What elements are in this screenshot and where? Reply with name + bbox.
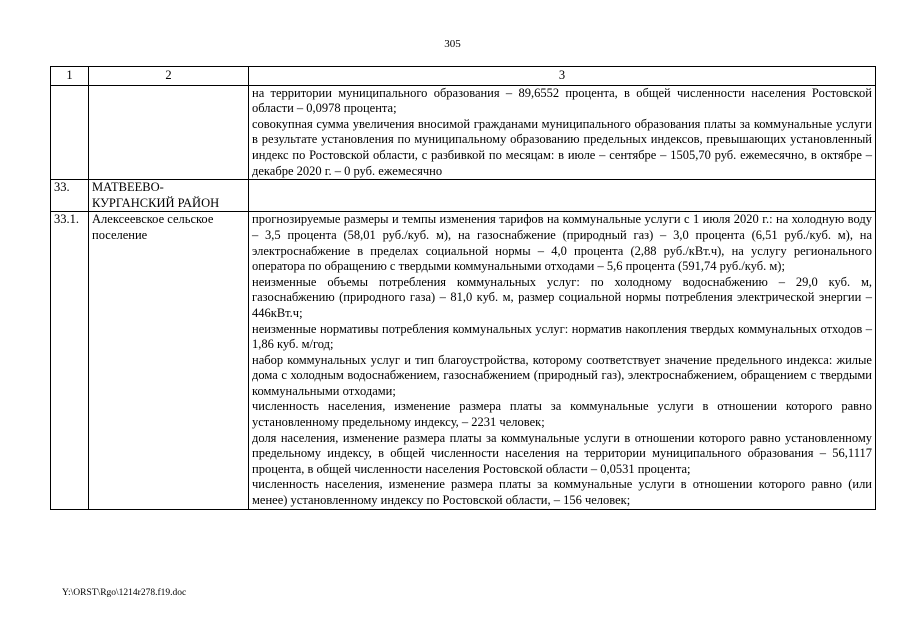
paragraph: неизменные объемы потребления коммунальных услуг: по холодному водоснабжению – 29,0 куб. м, газоснабжению (природного газа) – 81,0 куб. м, размер социальной нормы потребления электрической энергии – 446кВт.ч;	[252, 274, 872, 320]
region-name: МАТВЕЕВО-КУРГАНСКИЙ РАЙОН	[89, 180, 249, 212]
row-text	[249, 212, 876, 509]
header-col-2: 2	[89, 67, 249, 86]
paragraph: доля населения, изменение размера платы за коммунальные услуги в отношении которого равно установленному предельному индексу, в общей численности населения на территории муниципального образования – 56,1117 процента, в общей численности населения Ростовской области – 0,0531 процента;	[252, 430, 872, 476]
paragraph: неизменные нормативы потребления коммунальных услуг: норматив накопления твердых коммунальных отходов – 1,86 куб. м/год;	[252, 321, 872, 352]
table-row-region	[51, 180, 876, 212]
row-name	[89, 85, 249, 180]
row-text	[249, 180, 876, 212]
paragraph: на территории муниципального образования – 89,6552 процента, в общей численности населения Ростовской области – 0,0978 процента;	[252, 85, 872, 116]
paragraph: совокупная сумма увеличения вносимой гражданами муниципального образования платы за коммунальные услуги в результате установления по муниципальному образованию предельных индексов, превышающих установленный индекс по Ростовской области, с разбивкой по месяцам: в июле – сентябре – 1505,70 руб. ежемесячно, в октябре – декабре 2020 г. – 0 руб. ежемесячно	[252, 116, 872, 178]
table-row-continuation	[51, 85, 876, 180]
paragraph: численность населения, изменение размера платы за коммунальные услуги в отношении которого равно установленному предельному индексу, – 2231 человек;	[252, 399, 872, 430]
row-number: 33.1.	[51, 212, 89, 509]
table-row-settlement	[51, 212, 876, 509]
row-number	[51, 85, 89, 180]
settlement-name: Алексеевское сельское поселение	[89, 212, 249, 509]
paragraph: набор коммунальных услуг и тип благоустройства, которому соответствует значение предельного индекса: жилые дома с холодным водоснабжением, газоснабжением (природный газ), электроснабжением, обращением с твердыми коммунальными отходами;	[252, 352, 872, 398]
paragraph: прогнозируемые размеры и темпы изменения тарифов на коммунальные услуги с 1 июля 2020 г.: на холодную воду – 3,5 процента (58,01 руб./куб. м), на газоснабжение (природный газ) – 3,0 процента (6,51 руб./куб. м), на электроснабжение в пределах социальной нормы – 4,0 процента (2,88 руб./кВт.ч), на услугу регионального оператора по обращению с твердыми коммунальными отходами – 5,6 процента (591,74 руб./куб. м);	[252, 212, 872, 274]
header-col-3: 3	[249, 67, 876, 86]
document-table	[50, 66, 876, 510]
row-number: 33.	[51, 180, 89, 212]
page-number: 305	[444, 38, 461, 50]
file-path-footer: Y:\ORST\Rgo\1214r278.f19.doc	[62, 588, 187, 598]
paragraph: численность населения, изменение размера платы за коммунальные услуги в отношении которого равно (или менее) установленному индексу по Ростовской области, – 156 человек;	[252, 477, 872, 508]
table-header-row	[51, 67, 876, 86]
header-col-1: 1	[51, 67, 89, 86]
row-text	[249, 85, 876, 180]
